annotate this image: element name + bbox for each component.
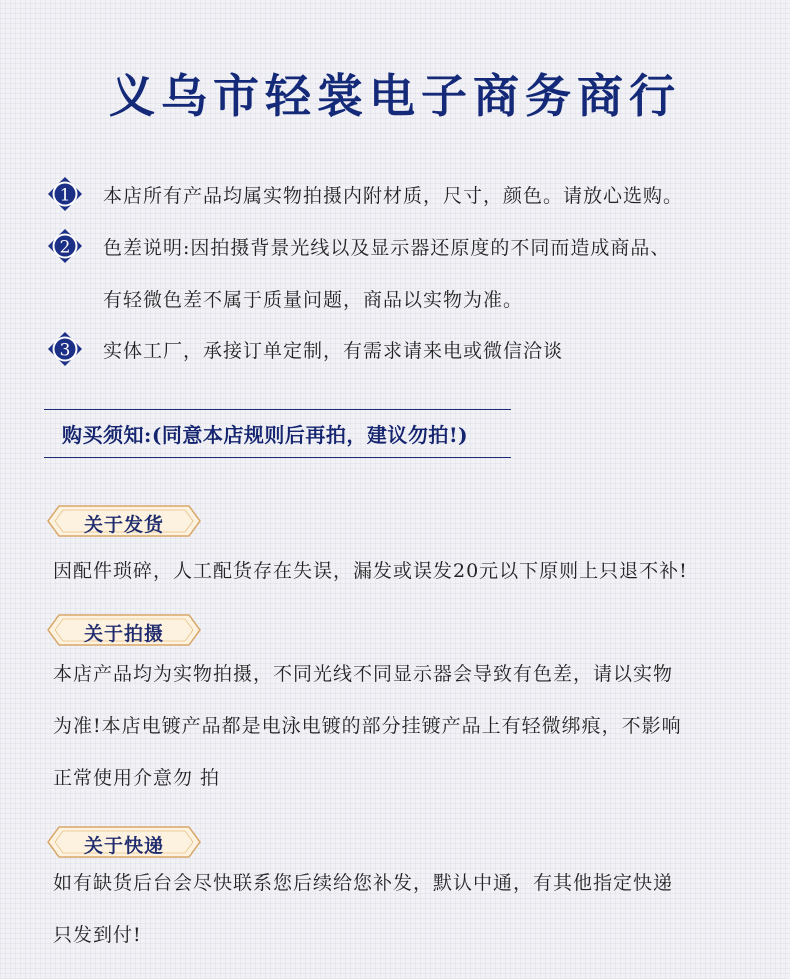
note-text-2: 色差说明:因拍摄背景光线以及显示器还原度的不同而造成商品、: [103, 237, 671, 259]
number-badge-icon: [47, 331, 83, 367]
number-badge-icon: [47, 228, 83, 264]
note-item-1: [47, 176, 767, 212]
section-tag-shipping: [47, 505, 201, 537]
section-heading-photography: 关于拍摄: [83, 623, 164, 645]
note-text-3: 实体工厂，承接订单定制，有需求请来电或微信洽谈: [103, 340, 564, 362]
page-title: 义乌市轻裳电子商务商行: [109, 69, 681, 123]
section-text-photography-line-1: 本店产品均为实物拍摄，不同光线不同显示器会导致有色差，请以实物: [53, 663, 674, 685]
divider-top: [44, 409, 511, 410]
section-heading-express: 关于快递: [83, 835, 164, 857]
note-number-2: 2: [59, 237, 71, 258]
note-number-3: 3: [59, 340, 71, 361]
note-number-1: 1: [59, 185, 71, 206]
section-text-express-line-1: 如有缺货后台会尽快联系您后续给您补发，默认中通，有其他指定快递: [53, 872, 674, 894]
section-text-photography-line-3: 正常使用介意勿 拍: [53, 767, 221, 789]
section-heading-shipping: 关于发货: [83, 514, 164, 536]
note-text-1: 本店所有产品均属实物拍摄内附材质，尺寸，颜色。请放心选购。: [103, 185, 684, 207]
note-text-2-continued: 有轻微色差不属于质量问题，商品以实物为准。: [103, 289, 524, 311]
purchase-notice: 购买须知:(同意本店规则后再拍，建议勿拍!): [62, 423, 469, 447]
section-text-express-line-2: 只发到付!: [53, 924, 142, 946]
section-tag-express: [47, 826, 201, 858]
number-badge-icon: [47, 176, 83, 212]
section-text-shipping-line-1: 因配件琐碎，人工配货存在失误，漏发或误发20元以下原则上只退不补!: [53, 560, 688, 582]
note-item-3: [47, 331, 767, 367]
note-item-2: [47, 228, 767, 264]
section-tag-photography: [47, 614, 201, 646]
section-text-photography-line-2: 为准!本店电镀产品都是电泳电镀的部分挂镀产品上有轻微绑痕，不影响: [53, 715, 682, 737]
divider-bottom: [44, 457, 511, 458]
